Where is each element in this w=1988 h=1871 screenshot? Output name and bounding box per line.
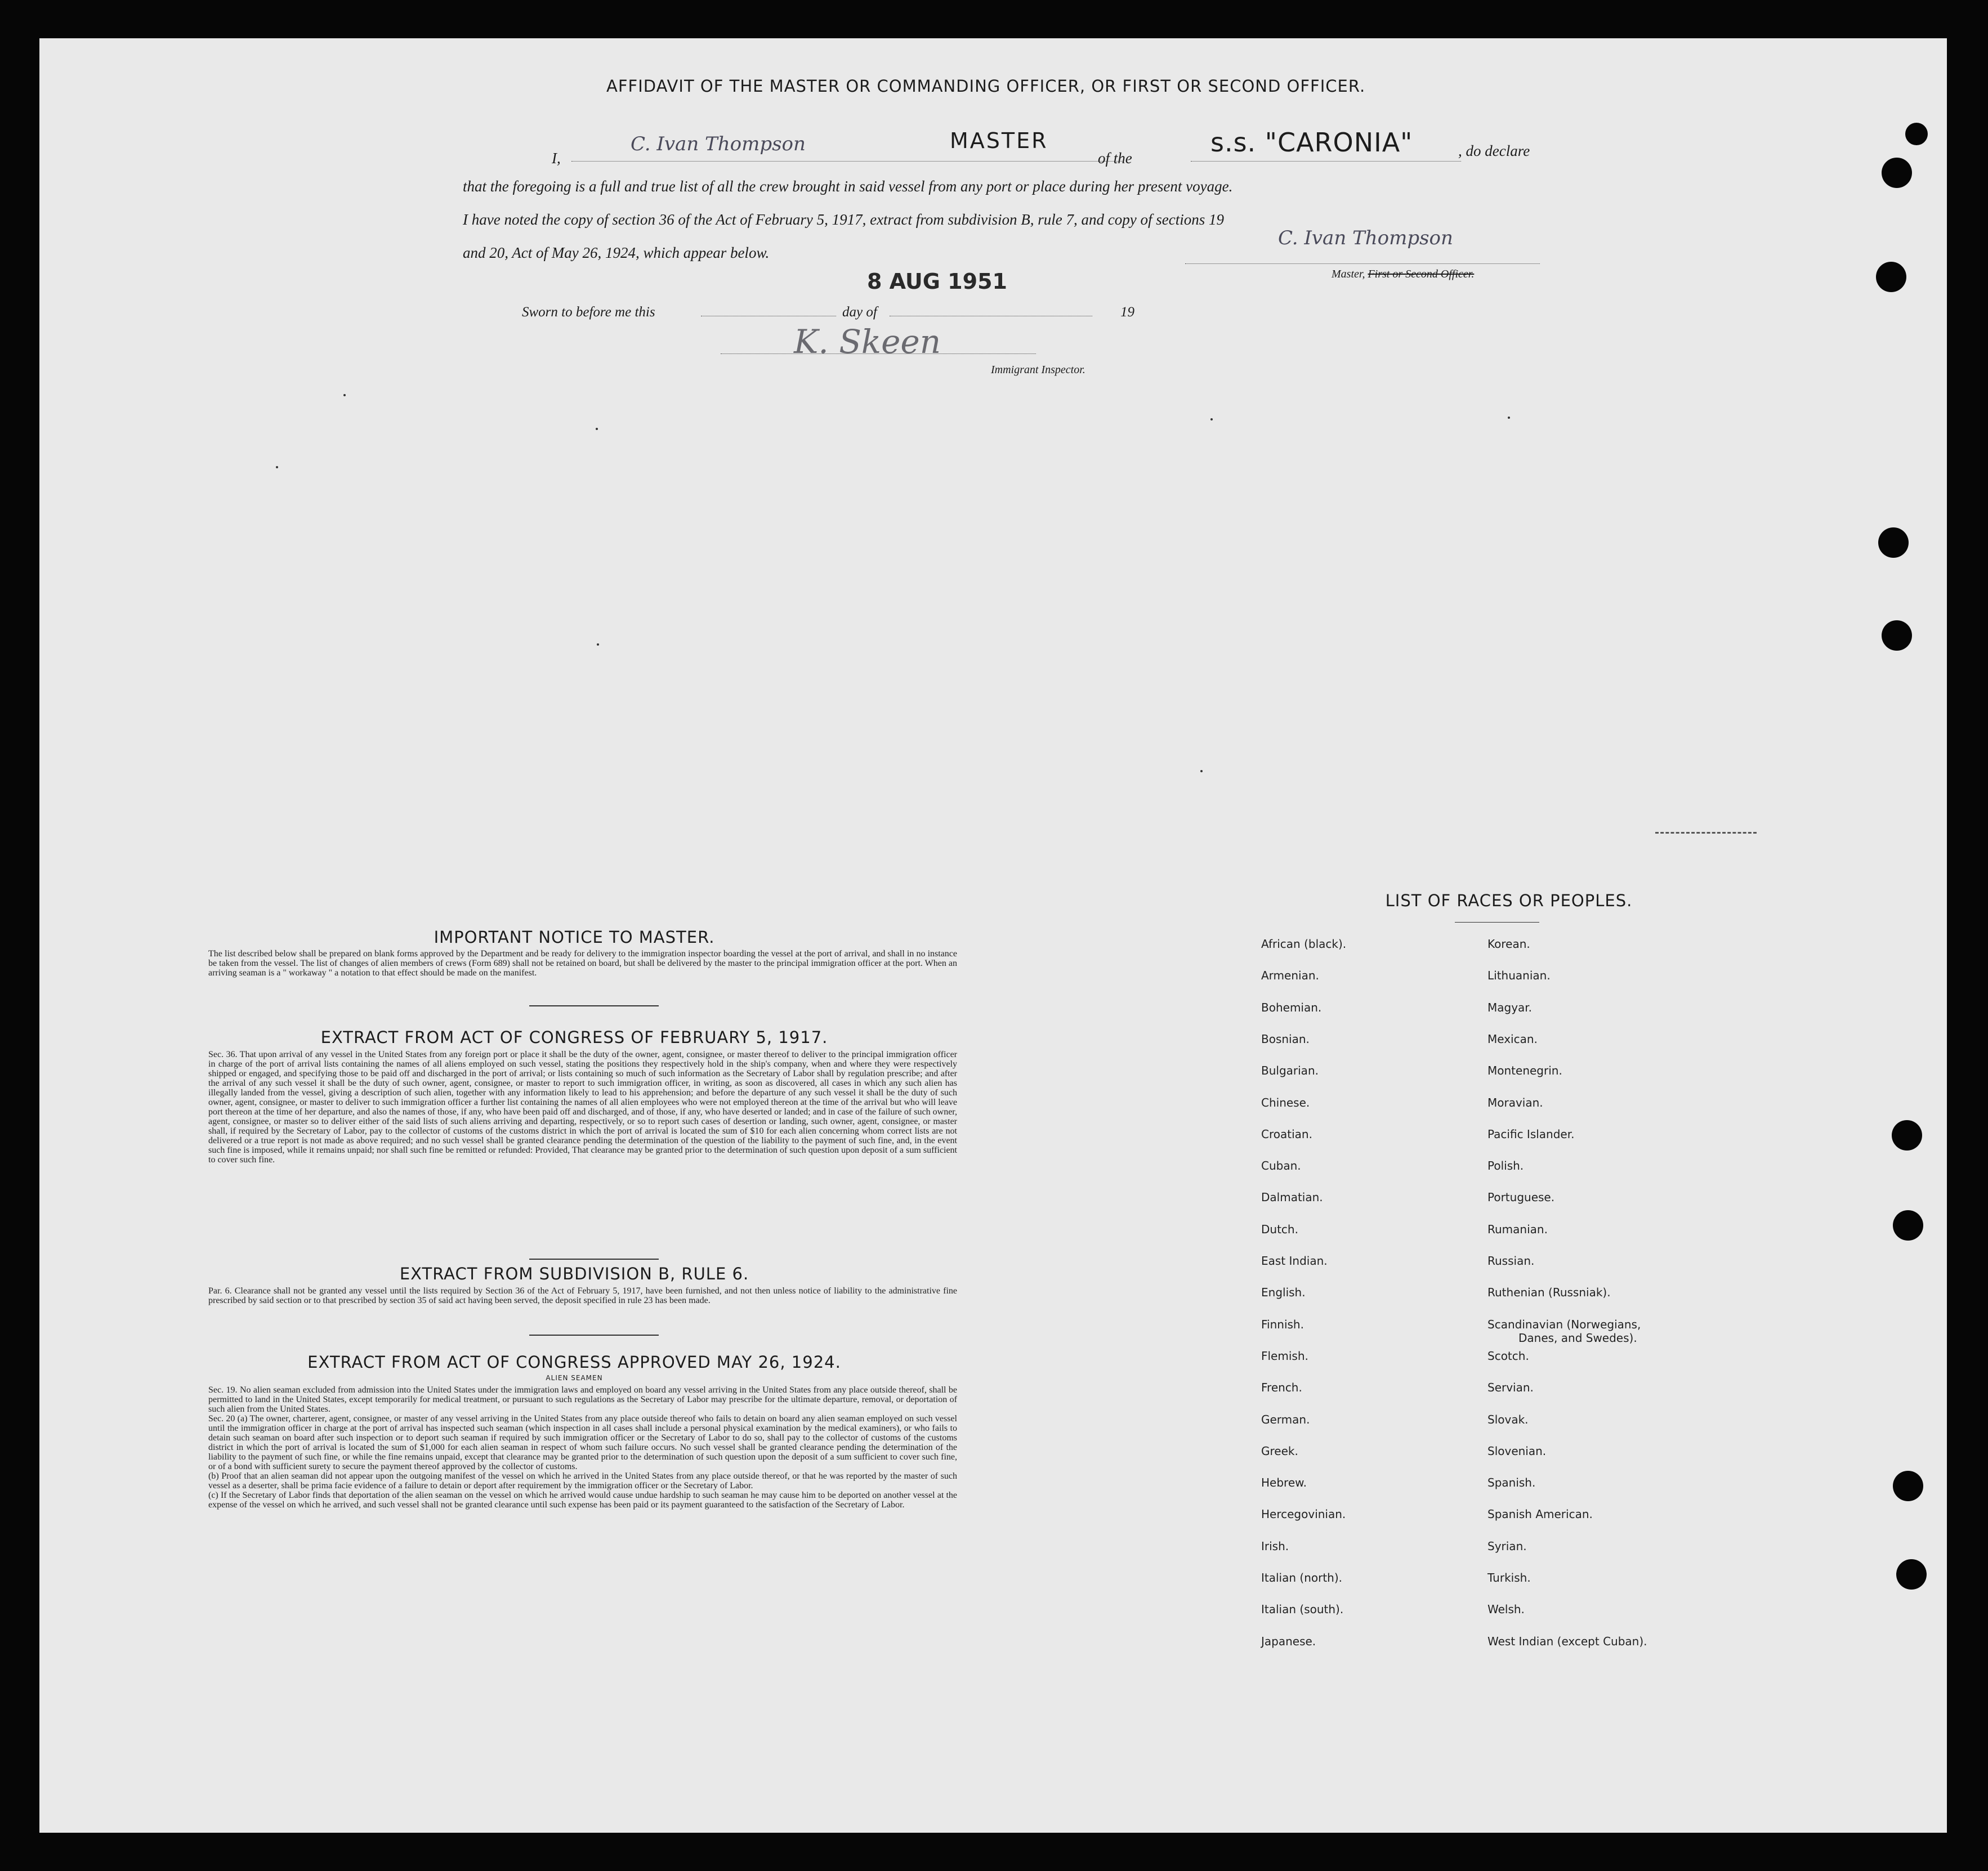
inspector-caption: Immigrant Inspector.: [991, 364, 1085, 376]
declaration-line-4: and 20, Act of May 26, 1924, which appear below.: [463, 244, 770, 261]
race-item: Dutch.: [1261, 1222, 1298, 1236]
race-item: Slovak.: [1487, 1412, 1529, 1426]
scan-speck: [1210, 418, 1213, 420]
divider-2: [529, 1259, 659, 1260]
race-item: Irish.: [1261, 1539, 1289, 1553]
race-item: English.: [1261, 1286, 1306, 1300]
race-item: Dalmatian.: [1261, 1190, 1323, 1205]
race-item: Servian.: [1487, 1381, 1534, 1395]
race-item: Portuguese.: [1487, 1190, 1555, 1205]
inspector-signature-line: [721, 353, 1036, 354]
sec-20a: Sec. 20 (a) The owner, charterer, agent, consignee, or master of any vessel arriving in the United States from any place outside thereof who fails to detain on board any alien seaman employed on such vessel until the immigration officer in charge at the port of arrival has inspected such seaman (which inspection in all cases shall include a personal physical examination by the medical examiners), or who fails to detain such seaman on board after such inspection or to deport such seaman if required by such immigration officer or the Secretary of Labor to do so, shall pay to the collector of customs of the customs district in which the port of arrival is located the sum of $1,000 for each alien seaman in respect of whom such failure occurs. No such vessel shall be granted clearance pending the determination of the liability to the payment of such fine, or while the fine remains unpaid, except that clearance may be granted prior to the determination of such question upon the deposit of a sum sufficient to cover such fine, or of a bond with sufficient surety to secure the payment thereof approved by the collector of customs.: [208, 1414, 957, 1471]
race-item: Slovenian.: [1487, 1444, 1547, 1458]
race-item: Finnish.: [1261, 1317, 1304, 1331]
extract-1924-title: EXTRACT FROM ACT OF CONGRESS APPROVED MAY 26, 1924.: [307, 1353, 841, 1372]
race-item: Armenian.: [1261, 969, 1319, 983]
notice-title: IMPORTANT NOTICE TO MASTER.: [434, 928, 715, 947]
race-item: Hebrew.: [1261, 1476, 1307, 1490]
name-line: [571, 161, 1123, 162]
scan-speck: [1200, 770, 1203, 772]
punch-hole: [1905, 123, 1928, 145]
race-item: West Indian (except Cuban).: [1487, 1634, 1647, 1648]
sworn-label: Sworn to before me this: [522, 305, 655, 320]
date-stamp: 8 AUG 1951: [867, 269, 1007, 294]
punch-hole: [1893, 1471, 1923, 1501]
race-item: French.: [1261, 1381, 1302, 1395]
race-item: Polish.: [1487, 1159, 1524, 1173]
race-item: Japanese.: [1261, 1634, 1316, 1648]
sec-19: Sec. 19. No alien seaman excluded from admission into the United States under the immigration laws and employed on board any vessel arriving in the United States from any place outside thereof, shall be permitted to land in the United States, except temporarily for medical treatment, or pursuant to such regulations as the Secretary of Labor may prescribe for the ultimate departure, removal, or deportation of such alien from the United States.: [208, 1385, 957, 1414]
sec-20b: (b) Proof that an alien seaman did not appear upon the outgoing manifest of the vessel on which he arrived in the United States from any place outside thereof, or that he was reported by the master of such vessel as a deserter, shall be prima facie evidence of a failure to detain or deport after requirement by the immigration officer or the Secretary of Labor.: [208, 1471, 957, 1490]
race-item: Cuban.: [1261, 1159, 1301, 1173]
race-item: Magyar.: [1487, 1000, 1533, 1014]
extract-rule-body: Par. 6. Clearance shall not be granted any vessel until the lists required by Section 36 of the Act of February 5, 1917, have been furnished, and not then unless notice of liability to the administrative fine prescribed by said section or to that prescribed by section 35 of said act having been served, the deposit specified in rule 23 has been made.: [208, 1286, 957, 1305]
extract-1917-body: Sec. 36. That upon arrival of any vessel in the United States from any foreign port or place it shall be the duty of the owner, agent, consignee, or master thereof to deliver to the principal immigration officer in charge of the port of arrival lists containing the names of all aliens employed on such vessel, stating the positions they respectively hold in the ship's company, when and where they were respectively shipped or engaged, and specifying those to be paid off and discharged in the port of arrival; or lists containing so much of such information as the Secretary of Labor shall by regulation prescribe; and after the arrival of any such vessel it shall be the duty of such owner, agent, consignee, or master to report to such immigration officer, in writing, as soon as discovered, all cases in which any such alien has illegally landed from the vessel, giving a description of such alien, together with any information likely to lead to his apprehension; and before the departure of any such vessel it shall be the duty of such owner, agent, consignee, or master to deliver to such immigration officer a further list containing the names of all alien employees who were not employed thereon at the time of the arrival but who will leave port thereon at the time of her departure, and also the names of those, if any, who have been paid off and discharged, and of those, if any, who have deserted or landed; and in case of the failure of such owner, agent, consignee, or master so to deliver either of the said lists of such aliens arriving and departing, respectively, or so to report such cases of desertion or landing, such owner, agent, consignee, or master shall, if required by the Secretary of Labor, pay to the collector of customs of the customs district in which the port of arrival is located the sum of $10 for each alien concerning whom correct lists are not delivered or a true report is not made as above required; and no such vessel shall be granted clearance pending the determination of the question of the liability to the payment of such fine, and, in the event such fine is imposed, while it remains unpaid; nor shall such fine be remitted or refunded: Provided, That clearance may be granted prior to the determination of such question upon deposit of a sum sufficient to cover such fine.: [208, 1050, 957, 1165]
alien-seamen-subtitle: ALIEN SEAMEN: [546, 1374, 603, 1382]
master-name-signature: C. Ivan Thompson: [631, 133, 806, 155]
scan-speck: [597, 643, 599, 646]
race-item: Greek.: [1261, 1444, 1298, 1458]
i-label: I,: [552, 150, 561, 167]
race-item: Spanish.: [1487, 1476, 1536, 1490]
race-item: Rumanian.: [1487, 1222, 1548, 1236]
race-item: Scandinavian (Norwegians,: [1487, 1317, 1641, 1331]
race-item: Chinese.: [1261, 1095, 1310, 1109]
punch-hole: [1876, 262, 1906, 292]
punch-hole: [1893, 1210, 1923, 1241]
scan-speck: [596, 428, 598, 430]
year-prefix: 19: [1120, 305, 1134, 320]
race-item: Flemish.: [1261, 1349, 1308, 1363]
race-item: Hercegovinian.: [1261, 1507, 1346, 1521]
divider-1: [529, 1005, 659, 1006]
race-item: Croatian.: [1261, 1127, 1312, 1141]
race-item: Turkish.: [1487, 1571, 1531, 1584]
race-item: Spanish American.: [1487, 1507, 1593, 1521]
vessel-line: [1191, 161, 1461, 162]
punch-hole: [1896, 1559, 1927, 1590]
race-item: Italian (north).: [1261, 1571, 1343, 1584]
race-item: Scotch.: [1487, 1349, 1529, 1363]
inspector-signature: K. Skeen: [794, 323, 941, 361]
race-item: Moravian.: [1487, 1095, 1543, 1109]
scan-smudge: [1655, 832, 1757, 838]
extract-1917-title: EXTRACT FROM ACT OF CONGRESS OF FEBRUARY 5, 1917.: [320, 1028, 828, 1047]
races-title: LIST OF RACES OR PEOPLES.: [1385, 891, 1633, 910]
race-item: Welsh.: [1487, 1603, 1525, 1617]
race-item: Bulgarian.: [1261, 1064, 1319, 1078]
race-item: Lithuanian.: [1487, 969, 1551, 983]
affidavit-title: AFFIDAVIT OF THE MASTER OR COMMANDING OFFICER, OR FIRST OR SECOND OFFICER.: [606, 77, 1366, 96]
race-item: Ruthenian (Russniak).: [1487, 1286, 1611, 1300]
master-caption: [1332, 268, 1474, 281]
vessel-name: s.s. "CARONIA": [1210, 127, 1413, 158]
of-the-label: of the: [1098, 150, 1132, 167]
master-caption-struck: First or Second Officer.: [1368, 268, 1475, 280]
notice-body: The list described below shall be prepared on blank forms approved by the Department and be ready for delivery to the immigration inspector boarding the vessel at the port of arrival, and shall in no instance be taken from the vessel. The list of changes of alien members of crews (Form 689) shall not be retained on board, but shall be delivered by the master to the principal immigration officer at the port. When an arriving seaman is a " workaway " a notation to that effect should be made on the manifest.: [208, 949, 957, 978]
race-item: Russian.: [1487, 1254, 1535, 1268]
declaration-line-3: I have noted the copy of section 36 of the Act of February 5, 1917, extract from subdivision B, rule 7, and copy of sections 19: [463, 211, 1224, 228]
punch-hole: [1882, 158, 1912, 188]
race-item: Pacific Islander.: [1487, 1127, 1575, 1141]
extract-rule-title: EXTRACT FROM SUBDIVISION B, RULE 6.: [399, 1264, 749, 1283]
race-item: Italian (south).: [1261, 1603, 1344, 1617]
rank-stamp: MASTER: [950, 128, 1048, 153]
race-item: African (black).: [1261, 937, 1347, 951]
race-item: Mexican.: [1487, 1032, 1538, 1046]
divider-3: [529, 1335, 659, 1336]
scan-speck: [1508, 417, 1510, 419]
punch-hole: [1892, 1120, 1922, 1151]
race-item: Bosnian.: [1261, 1032, 1310, 1046]
race-item: Korean.: [1487, 937, 1530, 951]
races-divider: [1455, 922, 1539, 923]
race-item: Bohemian.: [1261, 1000, 1322, 1014]
punch-hole: [1882, 620, 1912, 651]
document-page: [39, 38, 1947, 1833]
scan-speck: [276, 466, 278, 468]
race-item-continuation: Danes, and Swedes).: [1518, 1331, 1637, 1345]
master-signature: C. Ivan Thompson: [1278, 227, 1453, 249]
do-declare-label: , do declare: [1458, 142, 1530, 159]
day-of-label: day of: [842, 305, 877, 320]
master-signature-line: [1185, 263, 1540, 264]
race-item: German.: [1261, 1412, 1310, 1426]
declaration-line-2: that the foregoing is a full and true list of all the crew brought in said vessel from any port or place during her present voyage.: [463, 178, 1233, 195]
race-item: Montenegrin.: [1487, 1064, 1562, 1078]
scan-speck: [343, 394, 346, 396]
sec-20c: (c) If the Secretary of Labor finds that deportation of the alien seaman on the vessel on which he arrived would cause undue hardship to such seaman he may cause him to be deported on another vessel at the expense of the vessel on which he arrived, and such vessel shall not be granted clearance until such expense has been paid or its payment guaranteed to the satisfaction of the Secretary of Labor.: [208, 1490, 957, 1510]
race-item: Syrian.: [1487, 1539, 1527, 1553]
master-caption-master: Master,: [1332, 268, 1365, 280]
race-item: East Indian.: [1261, 1254, 1328, 1268]
punch-hole: [1878, 527, 1909, 558]
extract-1924-body: [208, 1385, 957, 1510]
